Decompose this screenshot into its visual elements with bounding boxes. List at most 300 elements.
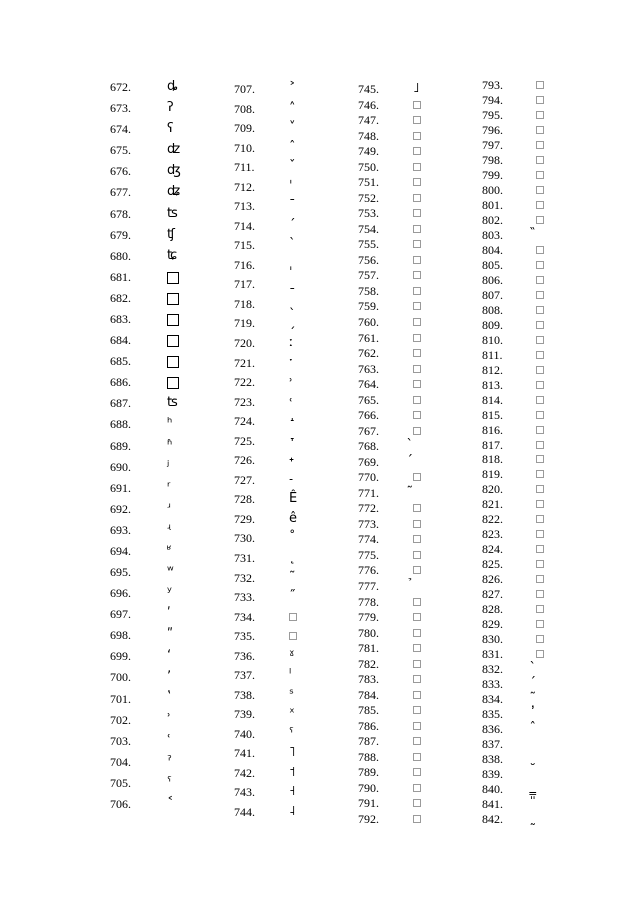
entry-symbol: ʦ xyxy=(167,205,178,221)
list-item xyxy=(110,417,240,433)
missing-glyph-box xyxy=(536,321,544,329)
entry-number: 826. xyxy=(482,572,503,587)
entry-symbol: ʵ xyxy=(167,521,171,537)
list-item xyxy=(358,486,488,502)
list-item xyxy=(358,563,488,579)
list-item xyxy=(234,610,364,626)
entry-symbol: ˁ xyxy=(167,774,172,790)
entry-symbol: ˜ xyxy=(289,569,296,585)
entry-number: 788. xyxy=(358,749,379,764)
missing-glyph-box xyxy=(413,675,421,683)
missing-glyph-box xyxy=(536,635,544,643)
list-item xyxy=(358,393,488,409)
list-item xyxy=(358,439,488,455)
list-item xyxy=(110,523,240,539)
missing-glyph-box xyxy=(167,335,179,347)
entry-number: 725. xyxy=(234,433,255,448)
missing-glyph-box xyxy=(413,427,421,435)
entry-number: 721. xyxy=(234,355,255,370)
missing-glyph-box xyxy=(536,545,544,553)
entry-number: 778. xyxy=(358,594,379,609)
missing-glyph-box xyxy=(413,101,421,109)
list-item xyxy=(482,722,612,738)
list-item xyxy=(482,662,612,678)
entry-number: 682. xyxy=(110,290,131,305)
entry-number: 713. xyxy=(234,199,255,214)
entry-number: 685. xyxy=(110,354,131,369)
missing-glyph-box xyxy=(413,318,421,326)
entry-number: 810. xyxy=(482,332,503,347)
list-item xyxy=(234,590,364,606)
missing-glyph-box xyxy=(413,629,421,637)
missing-glyph-box xyxy=(413,737,421,745)
list-item xyxy=(482,303,612,319)
list-item xyxy=(358,362,488,378)
entry-number: 835. xyxy=(482,707,503,722)
missing-glyph-box xyxy=(413,365,421,373)
missing-glyph-box xyxy=(413,815,421,823)
entry-number: 765. xyxy=(358,392,379,407)
entry-number: 758. xyxy=(358,283,379,298)
list-item xyxy=(482,452,612,468)
entry-number: 813. xyxy=(482,377,503,392)
list-item xyxy=(482,288,612,304)
missing-glyph-box xyxy=(413,163,421,171)
list-item xyxy=(110,228,240,244)
missing-glyph-box xyxy=(536,351,544,359)
entry-symbol: ʾ xyxy=(167,711,171,727)
list-item xyxy=(234,238,364,254)
missing-glyph-box xyxy=(413,706,421,714)
entry-number: 793. xyxy=(482,78,503,92)
entry-number: 742. xyxy=(234,765,255,780)
list-item xyxy=(482,557,612,573)
entry-number: 757. xyxy=(358,268,379,283)
entry-number: 794. xyxy=(482,92,503,107)
entry-number: 762. xyxy=(358,346,379,361)
list-item xyxy=(358,253,488,269)
entry-symbol: ˒ xyxy=(289,374,293,390)
missing-glyph-box xyxy=(289,613,297,621)
list-item xyxy=(482,198,612,214)
missing-glyph-box xyxy=(413,691,421,699)
list-item xyxy=(482,752,612,768)
entry-number: 773. xyxy=(358,516,379,531)
list-item xyxy=(234,531,364,547)
entry-symbol: ʹ xyxy=(167,606,171,622)
missing-glyph-box xyxy=(536,426,544,434)
list-item xyxy=(358,796,488,812)
entry-number: 720. xyxy=(234,336,255,351)
entry-number: 828. xyxy=(482,602,503,617)
entry-number: 775. xyxy=(358,547,379,562)
entry-number: 800. xyxy=(482,182,503,197)
entry-number: 805. xyxy=(482,257,503,272)
entry-number: 841. xyxy=(482,797,503,812)
entry-symbol: ˦ xyxy=(289,764,296,780)
entry-symbol: ˄ xyxy=(289,100,296,116)
missing-glyph-box xyxy=(536,470,544,478)
entry-symbol: ˂ xyxy=(167,796,174,811)
entry-symbol: ˢ xyxy=(289,686,294,702)
list-item xyxy=(110,565,240,581)
list-item xyxy=(110,734,240,750)
entry-number: 799. xyxy=(482,167,503,182)
entry-symbol: ʻ xyxy=(167,648,172,664)
missing-glyph-box xyxy=(536,96,544,104)
entry-number: 823. xyxy=(482,527,503,542)
list-item xyxy=(358,268,488,284)
list-item xyxy=(482,318,612,334)
list-item xyxy=(234,649,364,665)
entry-symbol: ˖ xyxy=(289,452,295,468)
missing-glyph-box xyxy=(413,256,421,264)
entry-number: 814. xyxy=(482,392,503,407)
missing-glyph-box xyxy=(413,302,421,310)
list-item xyxy=(482,378,612,394)
entry-number: 746. xyxy=(358,97,379,112)
entry-number: 796. xyxy=(482,122,503,137)
entry-symbol: Ê xyxy=(289,491,298,507)
list-item xyxy=(234,434,364,450)
entry-number: 727. xyxy=(234,472,255,487)
missing-glyph-box xyxy=(536,485,544,493)
missing-glyph-box xyxy=(536,111,544,119)
entry-symbol: ˋ xyxy=(289,237,296,253)
missing-glyph-box xyxy=(413,380,421,388)
list-item xyxy=(482,153,612,169)
entry-number: 743. xyxy=(234,785,255,800)
list-item xyxy=(358,82,488,98)
list-item xyxy=(358,641,488,657)
entry-number: 790. xyxy=(358,780,379,795)
entry-number: 833. xyxy=(482,677,503,692)
entry-number: 777. xyxy=(358,579,379,594)
entry-number: 779. xyxy=(358,610,379,625)
list-item xyxy=(110,544,240,560)
entry-number: 710. xyxy=(234,140,255,155)
entry-number: 732. xyxy=(234,570,255,585)
list-item xyxy=(482,497,612,513)
missing-glyph-box xyxy=(536,590,544,598)
entry-number: 737. xyxy=(234,668,255,683)
entry-number: 716. xyxy=(234,257,255,272)
missing-glyph-box xyxy=(536,396,544,404)
entry-number: 804. xyxy=(482,242,503,257)
missing-glyph-box xyxy=(536,246,544,254)
entry-symbol: ˨ xyxy=(289,804,296,819)
list-item xyxy=(110,755,240,771)
entry-number: 689. xyxy=(110,438,131,453)
list-item xyxy=(234,336,364,352)
entry-number: 759. xyxy=(358,299,379,314)
list-item xyxy=(234,571,364,587)
list-item xyxy=(482,408,612,424)
missing-glyph-box xyxy=(536,411,544,419)
entry-number: 769. xyxy=(358,454,379,469)
entry-number: 811. xyxy=(482,347,503,362)
list-item xyxy=(358,408,488,424)
list-item xyxy=(110,270,240,286)
entry-symbol: ˈ xyxy=(289,178,293,194)
list-item xyxy=(482,797,612,813)
entry-number: 761. xyxy=(358,330,379,345)
list-item xyxy=(234,512,364,528)
missing-glyph-box xyxy=(167,293,179,305)
list-item xyxy=(234,727,364,743)
list-item xyxy=(234,551,364,567)
list-item xyxy=(110,607,240,623)
list-item xyxy=(358,703,488,719)
missing-glyph-box xyxy=(413,334,421,342)
entry-number: 741. xyxy=(234,746,255,761)
entry-number: 797. xyxy=(482,137,503,152)
list-item xyxy=(234,688,364,704)
entry-number: 754. xyxy=(358,221,379,236)
entry-number: 770. xyxy=(358,470,379,485)
entry-number: 676. xyxy=(110,164,131,179)
entry-symbol: ˑ xyxy=(289,354,294,370)
missing-glyph-box xyxy=(536,336,544,344)
entry-number: 786. xyxy=(358,718,379,733)
entry-number: 787. xyxy=(358,734,379,749)
entry-symbol: ˊ xyxy=(289,217,296,233)
entry-number: 703. xyxy=(110,733,131,748)
entry-symbol: ˝ xyxy=(289,589,296,605)
missing-glyph-box xyxy=(536,605,544,613)
entry-symbol: ʶ xyxy=(167,542,172,558)
entry-number: 831. xyxy=(482,647,503,662)
entry-number: 707. xyxy=(234,82,255,96)
entry-number: 694. xyxy=(110,543,131,558)
missing-glyph-box xyxy=(536,500,544,508)
list-item xyxy=(482,782,612,798)
list-item xyxy=(358,206,488,222)
missing-glyph-box xyxy=(536,560,544,568)
missing-glyph-box xyxy=(413,551,421,559)
entry-number: 699. xyxy=(110,649,131,664)
entry-symbol: ˅ xyxy=(289,120,296,136)
missing-glyph-box xyxy=(536,201,544,209)
missing-glyph-box xyxy=(413,644,421,652)
list-item xyxy=(482,228,612,244)
entry-number: 679. xyxy=(110,227,131,242)
entry-number: 688. xyxy=(110,417,131,432)
list-item xyxy=(482,183,612,199)
list-item xyxy=(110,460,240,476)
entry-number: 768. xyxy=(358,439,379,454)
list-item xyxy=(358,657,488,673)
entry-number: 672. xyxy=(110,80,131,94)
entry-number: 730. xyxy=(234,531,255,546)
list-item xyxy=(482,138,612,154)
list-item xyxy=(234,668,364,684)
missing-glyph-box xyxy=(413,566,421,574)
entry-symbol: ˆ xyxy=(289,139,296,155)
entry-number: 692. xyxy=(110,501,131,516)
list-item xyxy=(358,144,488,160)
entry-number: 827. xyxy=(482,587,503,602)
entry-number: 825. xyxy=(482,557,503,572)
list-item xyxy=(358,284,488,300)
list-item xyxy=(234,277,364,293)
entry-symbol: ˀ xyxy=(167,753,172,769)
entry-number: 731. xyxy=(234,550,255,565)
entry-number: 818. xyxy=(482,452,503,467)
entry-symbol: ˕ xyxy=(289,432,296,448)
list-item xyxy=(482,93,612,109)
list-item xyxy=(110,586,240,602)
entry-number: 836. xyxy=(482,722,503,737)
entry-number: 678. xyxy=(110,206,131,221)
list-item xyxy=(358,113,488,129)
entry-number: 684. xyxy=(110,333,131,348)
list-item xyxy=(482,527,612,543)
entry-symbol: ʱ xyxy=(167,437,173,453)
entry-number: 734. xyxy=(234,609,255,624)
missing-glyph-box xyxy=(536,126,544,134)
list-item xyxy=(482,632,612,648)
entry-symbol: ʧ xyxy=(167,226,175,242)
list-item xyxy=(110,249,240,265)
list-item xyxy=(234,375,364,391)
entry-number: 792. xyxy=(358,812,379,826)
list-item xyxy=(482,258,612,274)
list-item xyxy=(234,453,364,469)
list-item xyxy=(234,629,364,645)
list-item xyxy=(358,812,488,828)
entry-number: 806. xyxy=(482,272,503,287)
list-item xyxy=(110,80,240,96)
entry-number: 726. xyxy=(234,453,255,468)
entry-symbol: ˎ xyxy=(289,295,296,311)
missing-glyph-box xyxy=(536,366,544,374)
entry-symbol: ʸ xyxy=(167,585,172,601)
entry-symbol: ˥ xyxy=(289,745,296,761)
list-item xyxy=(482,348,612,364)
entry-number: 764. xyxy=(358,377,379,392)
entry-number: 748. xyxy=(358,128,379,143)
entry-number: 798. xyxy=(482,152,503,167)
entry-symbol: ˚ xyxy=(289,530,296,546)
missing-glyph-box xyxy=(413,598,421,606)
missing-glyph-box xyxy=(413,722,421,730)
entry-number: 735. xyxy=(234,629,255,644)
list-item xyxy=(482,467,612,483)
entry-number: 693. xyxy=(110,522,131,537)
list-item xyxy=(110,164,240,180)
entry-number: 715. xyxy=(234,238,255,253)
list-item xyxy=(234,395,364,411)
entry-symbol: ˔ xyxy=(289,413,296,429)
entry-number: 740. xyxy=(234,726,255,741)
entry-number: 700. xyxy=(110,670,131,685)
entry-symbol: ˗ xyxy=(289,471,294,487)
entry-number: 840. xyxy=(482,782,503,797)
entry-number: 695. xyxy=(110,565,131,580)
entry-number: 722. xyxy=(234,375,255,390)
entry-number: 821. xyxy=(482,497,503,512)
list-item xyxy=(482,677,612,693)
entry-number: 822. xyxy=(482,512,503,527)
list-item xyxy=(482,168,612,184)
entry-number: 745. xyxy=(358,82,379,96)
entry-number: 687. xyxy=(110,396,131,411)
entry-number: 838. xyxy=(482,752,503,767)
entry-number: 719. xyxy=(234,316,255,331)
list-item xyxy=(358,595,488,611)
entry-number: 781. xyxy=(358,641,379,656)
entry-symbol: ˡ xyxy=(289,667,292,683)
list-item xyxy=(358,532,488,548)
entry-number: 673. xyxy=(110,101,131,116)
missing-glyph-box xyxy=(413,784,421,792)
entry-number: 723. xyxy=(234,394,255,409)
entry-number: 711. xyxy=(234,160,255,175)
entry-number: 706. xyxy=(110,797,131,811)
list-item xyxy=(110,481,240,497)
list-item xyxy=(234,805,364,821)
missing-glyph-box xyxy=(413,287,421,295)
list-item xyxy=(110,312,240,328)
list-item xyxy=(358,517,488,533)
list-item xyxy=(482,123,612,139)
entry-number: 809. xyxy=(482,317,503,332)
list-item xyxy=(358,424,488,440)
entry-number: 729. xyxy=(234,511,255,526)
list-item xyxy=(358,548,488,564)
list-item xyxy=(234,473,364,489)
list-item xyxy=(358,346,488,362)
entry-number: 683. xyxy=(110,311,131,326)
entry-number: 784. xyxy=(358,687,379,702)
list-item xyxy=(110,776,240,792)
entry-number: 791. xyxy=(358,796,379,811)
entry-number: 817. xyxy=(482,437,503,452)
entry-symbol: ː xyxy=(289,335,294,351)
entry-number: 808. xyxy=(482,302,503,317)
list-item xyxy=(110,143,240,159)
entry-number: 718. xyxy=(234,296,255,311)
list-item xyxy=(482,602,612,618)
entry-number: 753. xyxy=(358,206,379,221)
entry-symbol: ʴ xyxy=(167,500,171,516)
entry-symbol: ˃ xyxy=(289,81,296,96)
entry-symbol: ʥ xyxy=(167,184,181,200)
entry-number: 832. xyxy=(482,662,503,677)
list-item xyxy=(482,692,612,708)
entry-number: 674. xyxy=(110,122,131,137)
entry-number: 708. xyxy=(234,101,255,116)
entry-number: 819. xyxy=(482,467,503,482)
entry-number: 738. xyxy=(234,687,255,702)
entry-symbol: ˇ xyxy=(289,159,296,175)
entry-symbol: ʷ xyxy=(167,564,174,580)
missing-glyph-box xyxy=(536,381,544,389)
list-item xyxy=(234,766,364,782)
list-item xyxy=(110,185,240,201)
list-item xyxy=(482,572,612,588)
missing-glyph-box xyxy=(536,261,544,269)
list-item xyxy=(482,393,612,409)
list-item xyxy=(110,396,240,412)
list-item xyxy=(358,237,488,253)
entry-number: 751. xyxy=(358,175,379,190)
missing-glyph-box xyxy=(413,753,421,761)
list-item xyxy=(234,160,364,176)
entry-number: 766. xyxy=(358,408,379,423)
list-item xyxy=(358,501,488,517)
